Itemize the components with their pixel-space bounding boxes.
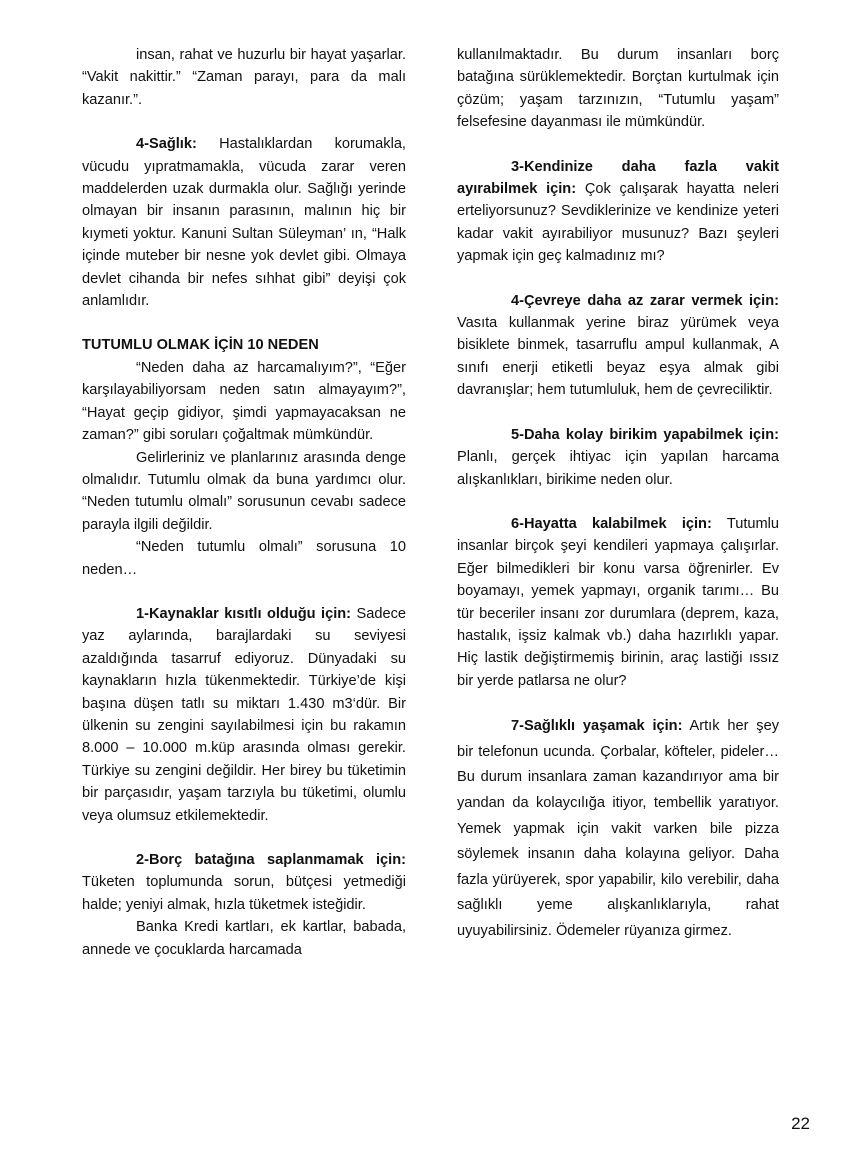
paragraph: Banka Kredi kartları, ek kartlar, babada, annede ve çocuklarda harcamada [82, 919, 406, 958]
paragraph: kullanılmaktadır. Bu durum insanları borç batağına sürüklemektedir. Borçtan kurtulmak için çözüm; yaşam tarzınızın, “Tutumlu yaşam” felsefesine dayanması ile mümkündür. [457, 47, 779, 131]
reason-text: Çok çalışarak hayatta neleri erteliyorsunuz? Sevdiklerinize ve kendinize yeteri kadar vakit ayırabiliyor musunuz? Bazı şeyleri yapmak için geç kalmadınız mı? [457, 181, 779, 265]
reason-6 [457, 513, 779, 692]
reason-7 [457, 714, 779, 944]
reason-title: 1-Kaynaklar kısıtlı olduğu için: [136, 605, 352, 622]
reason-title: 5-Daha kolay birikim yapabilmek için: [511, 426, 779, 443]
reason-3 [457, 156, 779, 268]
reason-title: 3-Kendinize daha fazla vakit ayırabilmek için: [457, 158, 779, 198]
reason-title: 4-Çevreye daha az zarar vermek için: [511, 292, 779, 309]
reason-text: Tüketen toplumunda sorun, bütçesi yetmediği halde; yeniyi almak, hızla tüketmek isteğidir. [82, 874, 406, 913]
reason-5 [457, 424, 779, 491]
paragraph: insan, rahat ve huzurlu bir hayat yaşarlar. “Vakit nakittir.” “Zaman parayı, para da malı kazanır.”. [82, 47, 406, 108]
reason-title: 2-Borç batağına saplanmamak için: [136, 852, 406, 868]
section-title: 4-Sağlık: [136, 136, 197, 153]
paragraph: “Neden tutumlu olmalı” sorusuna 10 neden… [82, 539, 406, 578]
reason-text: Artık her şey bir telefonun ucunda. Çorbalar, köfteler, pideler… Bu durum insanlara zaman kazandırıyor ama bir yandan da kolaycılığa itiyor, tembellik yaratıyor. Yemek yapmak için vakit varken bile pizza söylemek insanın daha kolayına geliyor. Daha fazla yürüyerek, spor yapabilir, kilo verebilir, daha sağlıklı yeme alışkanlıklarıyla, rahat uyuyabilirsiniz. Ödemeler rüyanıza girmez. [457, 718, 779, 939]
reason-text: Tutumlu insanlar birçok şeyi kendileri yapmaya çalışırlar. Eğer bilmedikleri bir konu varsa öğrenirler. Ev boyamayı, yemek yapmayı, organik tarımı… Bu tür beceriler insanı zor durumlara (deprem, kaza, hastalık, işsiz kalmak vb.) daha hazırlıklı yapar. Hiç lastik değiştirmemiş birinin, araç lastiği ıssız bir yerde patlarsa ne olur? [457, 515, 780, 689]
section-heading: TUTUMLU OLMAK İÇİN 10 NEDEN [82, 337, 319, 354]
section-text: Hastalıklardan korumakla, vücudu yıpratmamakla, vücuda zarar veren maddelerden uzak durmakla olur. Sağlığı yerinde olmayan bir insanın parasının, malının hiç bir kıymeti yoktur. Kanuni Sultan Süleyman’ ın, “Halk içinde muteber bir nesne yok devlet gibi. Olmaya devlet cihanda bir nefes sıhhat gibi” deyişi çok anlamlıdır. [82, 136, 406, 310]
reason-text: Planlı, gerçek ihtiyac için yapılan harcama alışkanlıkları, birikime neden olur. [457, 449, 779, 488]
reason-text: Sadece yaz aylarında, barajlardaki su seviyesi azaldığında tasarruf ediyoruz. Dünyadaki su kaynakların hızla tükenmektedir. Türkiye’de kişi başına düşen tatlı su miktarı 1.430 m3‘dür. Bir ülkenin su zengini sayılabilmesi için bu rakamın 8.000 – 10.000 m.küp arasında olması gerekir. Türkiye su zengini değildir. Her birey bu tüketimin bir parçasıdır, yaşam tarzıyla bu tüketimi, olumlu veya olumsuz etkilemektedir. [82, 605, 406, 824]
reason-text: Vasıta kullanmak yerine biraz yürümek veya bisiklete binmek, tasarruflu ampul kullanmak, A sınıfı enerji etiketli beyaz eşya almak gibi davranışlar; hem tutumluluk, hem de çevreciliktir. [457, 315, 779, 399]
page-number: 22 [791, 1114, 810, 1133]
reason-title: 6-Hayatta kalabilmek için: [511, 515, 712, 532]
paragraph: Gelirleriniz ve planlarınız arasında denge olmalıdır. Tutumlu olmak da buna yardımcı olur. “Neden tutumlu olmalı” sorusunun cevabı sadece parayla ilgili değildir. [82, 449, 406, 533]
paragraph: “Neden daha az harcamalıyım?”, “Eğer karşılayabiliyorsam neden satın almayayım?”, “Hayat geçip gidiyor, şimdi yapmayacaksan ne zaman?” gibi soruları çoğaltmak mümkündür. [82, 359, 406, 444]
reason-title: 7-Sağlıklı yaşamak için: [511, 718, 683, 735]
right-column [457, 44, 779, 945]
left-column [82, 44, 406, 961]
reason-1 [82, 603, 406, 827]
reason-2 [82, 849, 406, 916]
reason-4 [457, 290, 779, 402]
section-health [82, 133, 406, 312]
